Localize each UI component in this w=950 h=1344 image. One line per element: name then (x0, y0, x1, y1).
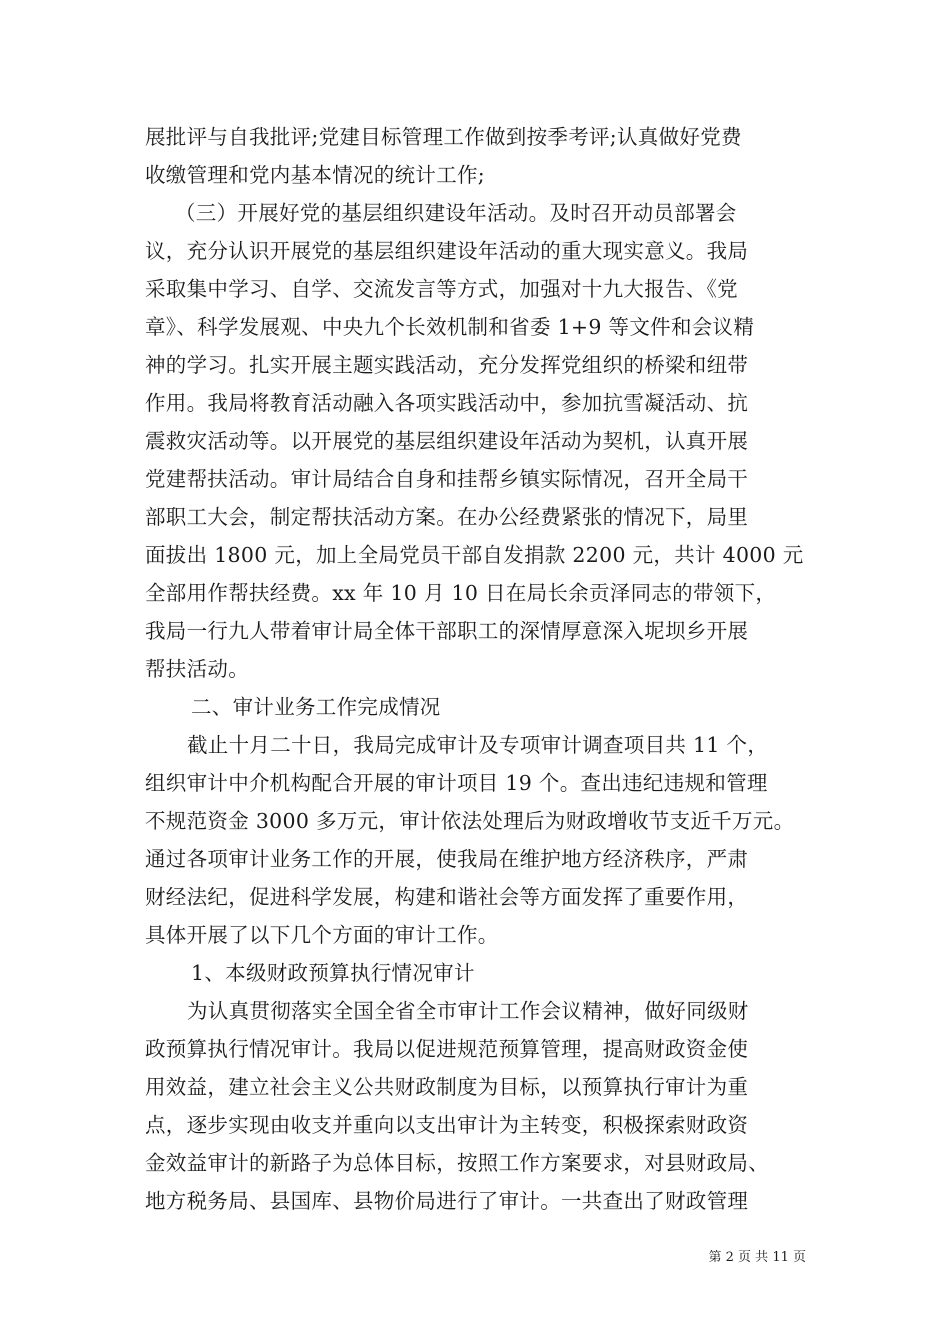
text-line: 震救灾活动等。以开展党的基层组织建设年活动为契机，认真开展 (145, 429, 749, 453)
paragraph-start-line: 为认真贯彻落实全国全省全市审计工作会议精神，做好同级财 (187, 999, 749, 1023)
text-line: 组织审计中介机构配合开展的审计项目 19 个。查出违纪违规和管理 (145, 771, 768, 795)
text-line: 我局一行九人带着审计局全体干部职工的深情厚意深入坭坝乡开展 (145, 619, 749, 643)
text-line: 帮扶活动。 (145, 657, 249, 681)
text-line: 展批评与自我批评;党建目标管理工作做到按季考评;认真做好党费 (145, 125, 742, 149)
text-line: 采取集中学习、自学、交流发言等方式，加强对十九大报告、《党 (145, 277, 738, 301)
text-line: 用效益，建立社会主义公共财政制度为目标，以预算执行审计为重 (145, 1075, 749, 1099)
text-line: 党建帮扶活动。审计局结合自身和挂帮乡镇实际情况，召开全局干 (145, 467, 749, 491)
section-heading: 二、审计业务工作完成情况 (191, 695, 441, 719)
text-line: 不规范资金 3000 多万元，审计依法处理后为财政增收节支近千万元。 (145, 809, 795, 833)
text-line: 具体开展了以下几个方面的审计工作。 (145, 923, 499, 947)
text-line: 部职工大会，制定帮扶活动方案。在办公经费紧张的情况下，局里 (145, 505, 749, 529)
text-line: 通过各项审计业务工作的开展，使我局在维护地方经济秩序，严肃 (145, 847, 749, 871)
subsection-heading: 1、本级财政预算执行情况审计 (191, 961, 475, 985)
text-line: 面拔出 1800 元，加上全局党员干部自发捐款 2200 元，共计 4000 元 (145, 543, 804, 567)
text-line: 作用。我局将教育活动融入各项实践活动中，参加抗雪凝活动、抗 (145, 391, 749, 415)
text-line: 章》、科学发展观、中央九个长效机制和省委 1+9 等文件和会议精 (145, 315, 755, 339)
text-line: 金效益审计的新路子为总体目标，按照工作方案要求，对县财政局、 (145, 1151, 769, 1175)
paragraph-start-line: （三）开展好党的基层组织建设年活动。及时召开动员部署会 (175, 201, 737, 225)
text-line: 政预算执行情况审计。我局以促进规范预算管理，提高财政资金使 (145, 1037, 749, 1061)
page-number-footer: 第 2 页 共 11 页 (708, 1250, 806, 1265)
text-line: 收缴管理和党内基本情况的统计工作; (145, 163, 486, 187)
text-line: 全部用作帮扶经费。xx 年 10 月 10 日在局长余贡泽同志的带领下， (145, 581, 777, 605)
paragraph-start-line: 截止十月二十日，我局完成审计及专项审计调查项目共 11 个， (187, 733, 769, 757)
text-line: 财经法纪，促进科学发展，构建和谐社会等方面发挥了重要作用， (145, 885, 749, 909)
document-body (145, 118, 810, 1220)
text-line: 议，充分认识开展党的基层组织建设年活动的重大现实意义。我局 (145, 239, 749, 263)
text-line: 地方税务局、县国库、县物价局进行了审计。一共查出了财政管理 (145, 1189, 749, 1213)
text-line: 点，逐步实现由收支并重向以支出审计为主转变，积极探索财政资 (145, 1113, 749, 1137)
text-line: 神的学习。扎实开展主题实践活动，充分发挥党组织的桥梁和纽带 (145, 353, 749, 377)
